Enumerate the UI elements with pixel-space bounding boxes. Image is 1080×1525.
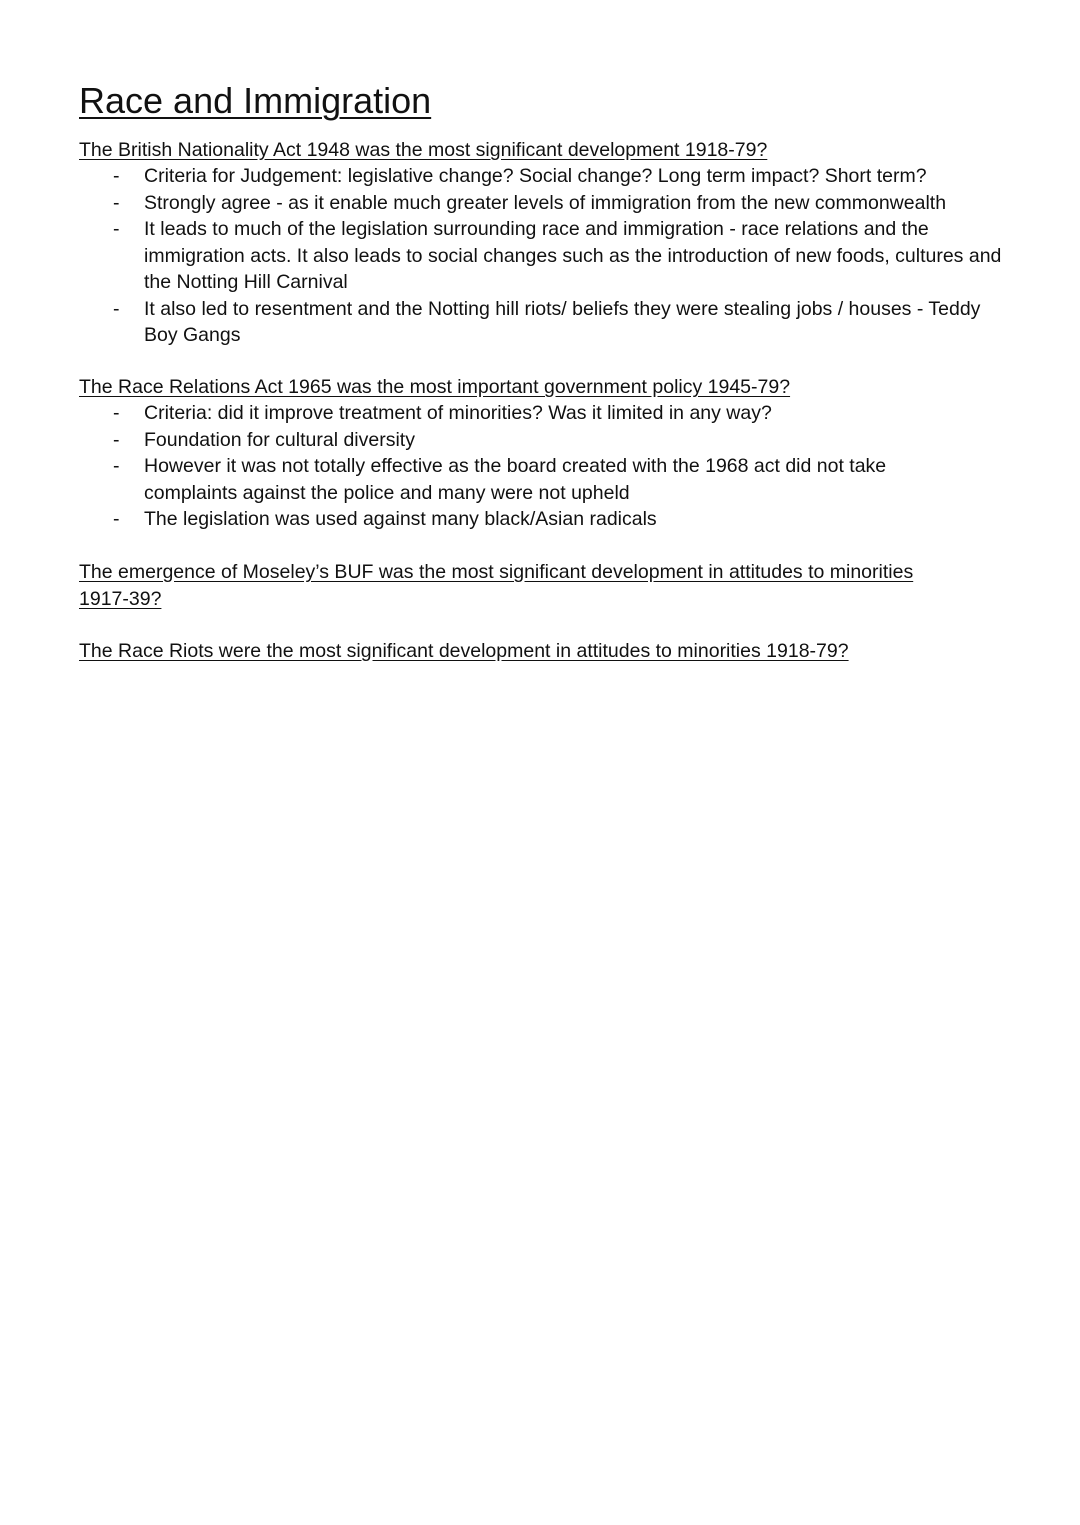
section-2-heading: The Race Relations Act 1965 was the most important government policy 1945-79? <box>79 376 791 398</box>
bullet-marker: - <box>113 508 120 530</box>
list-item <box>79 163 1009 190</box>
list-item-text: The legislation was used against many black/Asian radicals <box>144 508 657 530</box>
section-1-heading: The British Nationality Act 1948 was the most significant development 1918-79? <box>79 139 768 161</box>
bullet-marker: - <box>113 218 120 240</box>
bullet-marker: - <box>113 191 120 214</box>
list-item-text: However it was not totally effective as the board created with the 1968 act did not take complaints against the police and many were not upheld <box>144 455 887 504</box>
list-item <box>79 296 1009 349</box>
list-item <box>79 216 1009 296</box>
section-1-list <box>79 163 1009 349</box>
bullet-marker: - <box>113 297 120 320</box>
list-item-text: Strongly agree - as it enable much greater levels of immigration from the new commonwealth <box>144 191 947 214</box>
bullet-marker: - <box>113 402 120 424</box>
list-item-text: Criteria: did it improve treatment of minorities? Was it limited in any way? <box>144 402 772 424</box>
list-item <box>79 453 984 506</box>
list-item <box>79 506 1009 533</box>
section-4-heading: The Race Riots were the most significant development in attitudes to minorities 1918-79? <box>79 640 849 662</box>
list-item <box>79 400 1009 427</box>
page-title: Race and Immigration <box>79 80 432 121</box>
bullet-marker: - <box>113 428 120 451</box>
bullet-marker: - <box>113 455 120 477</box>
list-item-text: Foundation for cultural diversity <box>144 428 415 451</box>
list-item-text: Criteria for Judgement: legislative change? Social change? Long term impact? Short term? <box>144 165 927 187</box>
section-2-list <box>79 400 1009 533</box>
list-item <box>79 427 1009 454</box>
list-item-text: It leads to much of the legislation surrounding race and immigration - race relations and the immigration acts. It also leads to social changes such as the introduction of new foods, cultures and the Notting Hill Carnival <box>144 218 1002 293</box>
list-item-text: It also led to resentment and the Notting hill riots/ beliefs they were stealing jobs / houses - Teddy Boy Gangs <box>144 297 981 346</box>
section-3-heading: The emergence of Moseley’s BUF was the most significant development in attitudes to minorities 1917-39? <box>79 561 914 610</box>
list-item <box>79 190 1009 217</box>
bullet-marker: - <box>113 165 120 187</box>
